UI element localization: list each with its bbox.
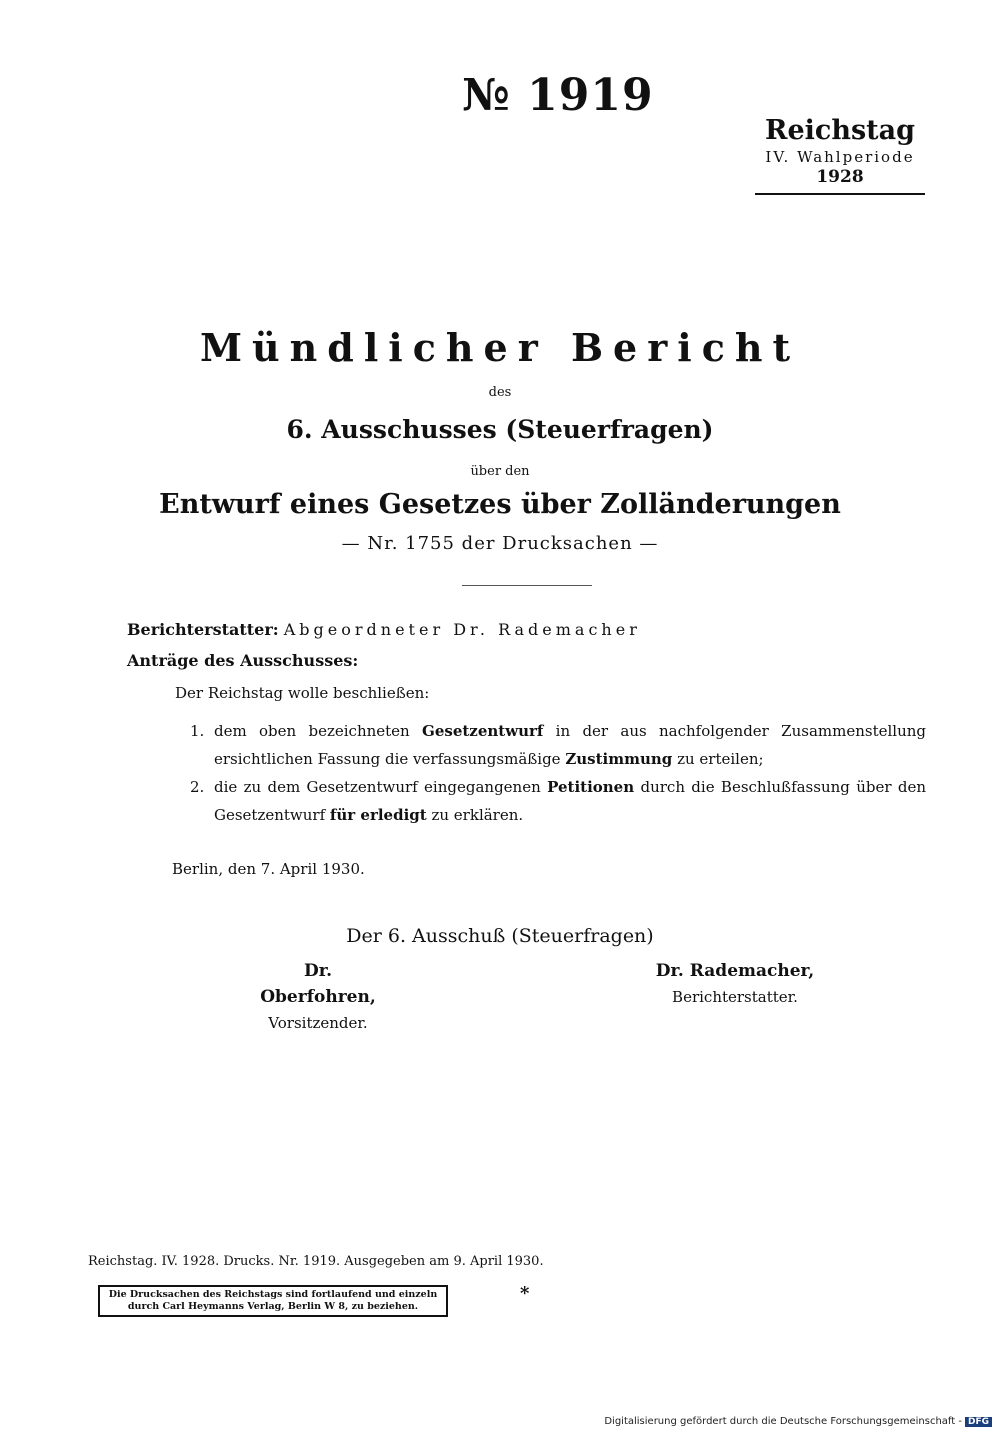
- committee-name: 6. Ausschusses (Steuerfragen): [286, 415, 714, 444]
- list-item: [190, 773, 926, 829]
- item-number: 2.: [190, 778, 205, 796]
- reporter-name: Abgeordneter Dr. Rademacher: [283, 620, 641, 639]
- document-number: № 1919: [462, 70, 654, 121]
- signature-reporter: [640, 958, 830, 1010]
- signer-name: Dr. Rademacher,: [655, 961, 815, 981]
- notice-line: Die Drucksachen des Reichstags sind fortlaufend und einzeln: [108, 1289, 438, 1300]
- period-year: 1928: [816, 167, 864, 187]
- document-title: Mündlicher Bericht: [199, 325, 801, 370]
- item-text: die zu dem Gesetzentwurf eingegangenen Petitionen durch die Beschlußfassung über den Gesetzentwurf für erledigt zu erklären.: [214, 778, 927, 824]
- distribution-notice: [98, 1285, 448, 1317]
- reporter-line: [127, 620, 641, 639]
- title-connector-des: des: [488, 385, 512, 400]
- signer-role: Vorsitzender.: [268, 1014, 368, 1032]
- section-divider: [462, 585, 592, 586]
- emphasis: Petitionen: [547, 778, 635, 796]
- motions-list: [190, 717, 926, 829]
- reporter-label: Berichterstatter:: [127, 620, 279, 639]
- dfg-logo-icon: DFG: [965, 1417, 992, 1427]
- digitization-credit: [600, 1416, 992, 1427]
- signature-heading: Der 6. Ausschuß (Steuerfragen): [346, 925, 654, 947]
- notice-line: durch Carl Heymanns Verlag, Berlin W 8, zu beziehen.: [127, 1301, 419, 1312]
- item-text: dem oben bezeichneten Gesetzentwurf in der aus nachfolgender Zusammenstellung ersichtlichen Fassung die verfassungsmäßige Zustimmung zu erteilen;: [214, 722, 926, 768]
- emphasis: Gesetzentwurf: [422, 722, 544, 740]
- title-connector-ueber: über den: [470, 464, 530, 479]
- item-number: 1.: [190, 722, 205, 740]
- drucksache-reference: — Nr. 1755 der Drucksachen —: [341, 533, 659, 554]
- emphasis: Zustimmung: [565, 750, 673, 768]
- signer-role: Berichterstatter.: [672, 988, 798, 1006]
- motions-intro: Der Reichstag wolle beschließen:: [175, 684, 430, 702]
- electoral-period: IV. Wahlperiode: [765, 148, 915, 166]
- reichstag-title: Reichstag: [765, 115, 915, 146]
- reichstag-stamp: [752, 115, 928, 195]
- list-item: [190, 717, 926, 773]
- emphasis: für erledigt: [329, 806, 427, 824]
- draft-law-title: Entwurf eines Gesetzes über Zolländerungen: [159, 489, 841, 520]
- place-date: Berlin, den 7. April 1930.: [172, 860, 365, 878]
- signer-name: Dr. Oberfohren,: [260, 961, 376, 1007]
- signature-chairman: [248, 958, 388, 1036]
- stamp-rule: [755, 193, 925, 195]
- credit-text: Digitalisierung gefördert durch die Deutsche Forschungsgemeinschaft -: [604, 1416, 962, 1427]
- motions-heading: Anträge des Ausschusses:: [127, 651, 359, 670]
- asterisk-mark: *: [520, 1283, 530, 1304]
- publication-footer: Reichstag. IV. 1928. Drucks. Nr. 1919. Ausgegeben am 9. April 1930.: [88, 1254, 544, 1269]
